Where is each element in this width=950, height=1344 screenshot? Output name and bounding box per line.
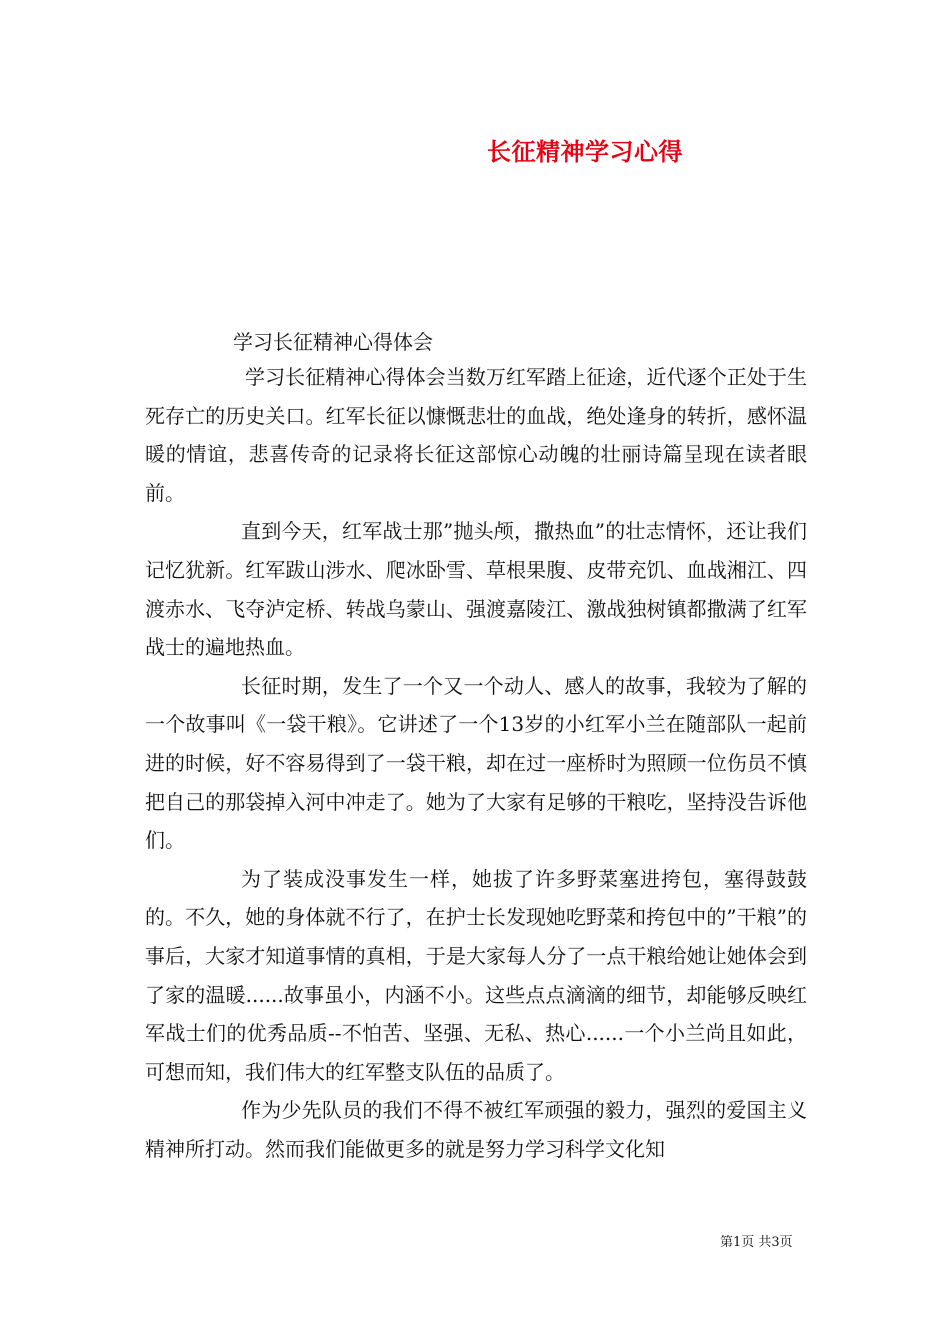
paragraph-1: 学习长征精神心得体会当数万红军踏上征途，近代逐个正处于生死存亡的历史关口。红军长征以慷慨悲壮的血战，绝处逢身的转折，感怀温暖的情谊，悲喜传奇的记录将长征这部惊心动魄的壮丽诗篇呈现在读者眼前。 — [145, 365, 807, 505]
page-number-footer: 第1页 共3页 — [720, 1235, 793, 1250]
paragraph-5: 作为少先队员的我们不得不被红军顽强的毅力，强烈的爱国主义精神所打动。然而我们能做更多的就是努力学习科学文化知 — [145, 1098, 807, 1161]
document-subtitle: 学习长征精神心得体会 — [233, 330, 433, 354]
document-title: 长征精神学习心得 — [487, 138, 683, 166]
paragraph-4: 为了装成没事发生一样，她拔了许多野菜塞进挎包，塞得鼓鼓的。不久，她的身体就不行了，在护士长发现她吃野菜和挎包中的”干粮”的事后，大家才知道事情的真相，于是大家每人分了一点干粮给她让她体会到了家的温暖......故事虽小，内涵不小。这些点点滴滴的细节，却能够反映红军战士们的优秀品质--不怕苦、坚强、无私、热心......一个小兰尚且如此，可想而知，我们伟大的红军整支队伍的品质了。 — [145, 866, 807, 1084]
document-body — [145, 358, 807, 1168]
paragraph-3: 长征时期，发生了一个又一个动人、感人的故事，我较为了解的一个故事叫《一袋干粮》。它讲述了一个13岁的小红军小兰在随部队一起前进的时候，好不容易得到了一袋干粮，却在过一座桥时为照顾一位伤员不慎把自己的那袋掉入河中冲走了。她为了大家有足够的干粮吃，坚持没告诉他们。 — [145, 673, 807, 853]
paragraph-2: 直到今天，红军战士那”抛头颅，撒热血”的壮志情怀，还让我们记忆犹新。红军跋山涉水、爬冰卧雪、草根果腹、皮带充饥、血战湘江、四渡赤水、飞夺泸定桥、转战乌蒙山、强渡嘉陵江、激战独树镇都撒满了红军战士的遍地热血。 — [145, 519, 807, 660]
